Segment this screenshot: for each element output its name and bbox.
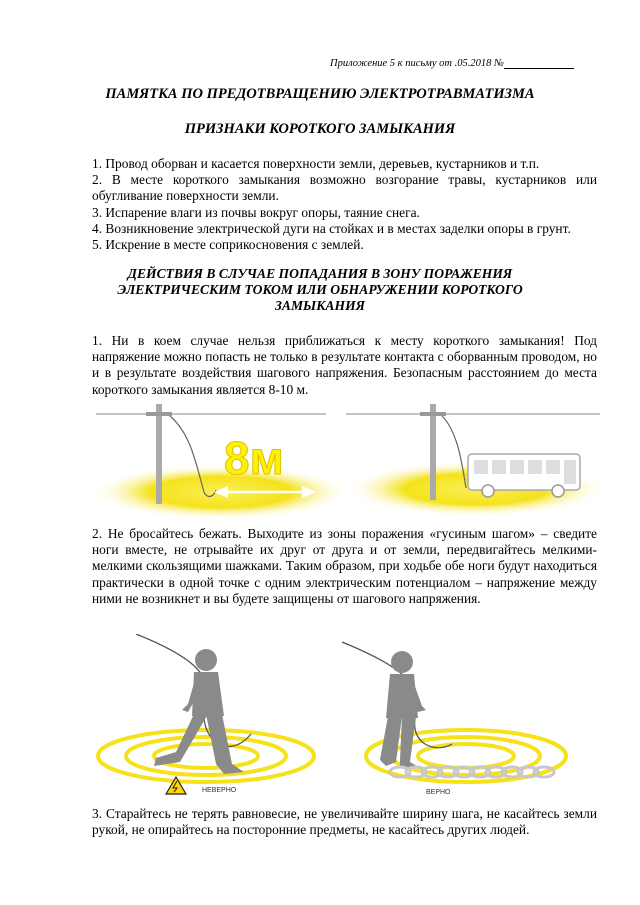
sign-item: 5. Искрение в месте соприкосновения с землей. [92, 237, 364, 253]
actions-heading: ДЕЙСТВИЯ В СЛУЧАЕ ПОПАДАНИЯ В ЗОНУ ПОРАЖЕНИЯ ЭЛЕКТРИЧЕСКИМ ТОКОМ ИЛИ ОБНАРУЖЕНИИ КОРОТКОГО ЗАМЫКАНИЯ [117, 266, 523, 313]
wrong-label: НЕВЕРНО [202, 787, 237, 794]
power-pole [156, 404, 162, 504]
power-pole [430, 404, 436, 500]
person-wrong-figure [154, 649, 244, 774]
distance-label: 8м [224, 432, 284, 484]
sign-item: 2. В месте короткого замыкания возможно возгорание травы, кустарников или обугливание поверхности земли. [92, 172, 597, 204]
correct-label: ВЕРНО [426, 789, 451, 796]
action-1-text: 1. Ни в коем случае нельзя приближаться к месту короткого замыкания! Под напряжение можно попасть не только в результате контакта с оборванным проводом, но и в результате воздействия шагового напряжения. Безопасным расстоянием до места короткого замыкания является 8-10 м. [92, 333, 597, 397]
appendix-reference: Приложение 5 к письму от .05.2018 № [330, 58, 598, 69]
sign-item: 4. Возникновение электрической дуги на стойках и в местах заделки опоры в грунт. [92, 220, 571, 236]
bus-icon [468, 454, 580, 497]
signs-list [92, 156, 597, 253]
page-title: ПАМЯТКА ПО ПРЕДОТВРАЩЕНИЮ ЭЛЕКТРОТРАВМАТИЗМА [105, 86, 535, 102]
wrong-walking-scene [98, 634, 314, 794]
sign-item: 1. Провод оборван и касается поверхности земли, деревьев, кустарников и т.п. [92, 156, 540, 171]
action-2-text: 2. Не бросайтесь бежать. Выходите из зоны поражения «гусиным шагом» – сведите ноги вместе, не отрывайте их друг от друга и от земли, передвигайтесь мелкими-мелкими скользящими шажками. Таким образом, при ходьбе обе ноги будут находиться практически в одной точке с одним электрическим потенциалом – напряжение между ними не возникнет и вы будете защищены от шагового напряжения. [92, 526, 597, 606]
short-circuit-distance-illustration [96, 404, 600, 522]
sign-item: 3. Испарение влаги из почвы вокруг опоры, таяние снега. [92, 204, 420, 220]
footprints-chain [390, 767, 554, 777]
correct-walking-scene [342, 642, 566, 796]
goose-step-illustration [96, 634, 600, 804]
person-correct-figure [380, 651, 426, 768]
action-3-text: 3. Старайтесь не терять равновесие, не увеличивайте ширину шага, не касайтесь земли рукой, не опирайтесь на посторонние предметы, не касайтесь других людей. [92, 806, 597, 838]
signs-heading: ПРИЗНАКИ КОРОТКОГО ЗАМЫКАНИЯ [184, 121, 456, 137]
